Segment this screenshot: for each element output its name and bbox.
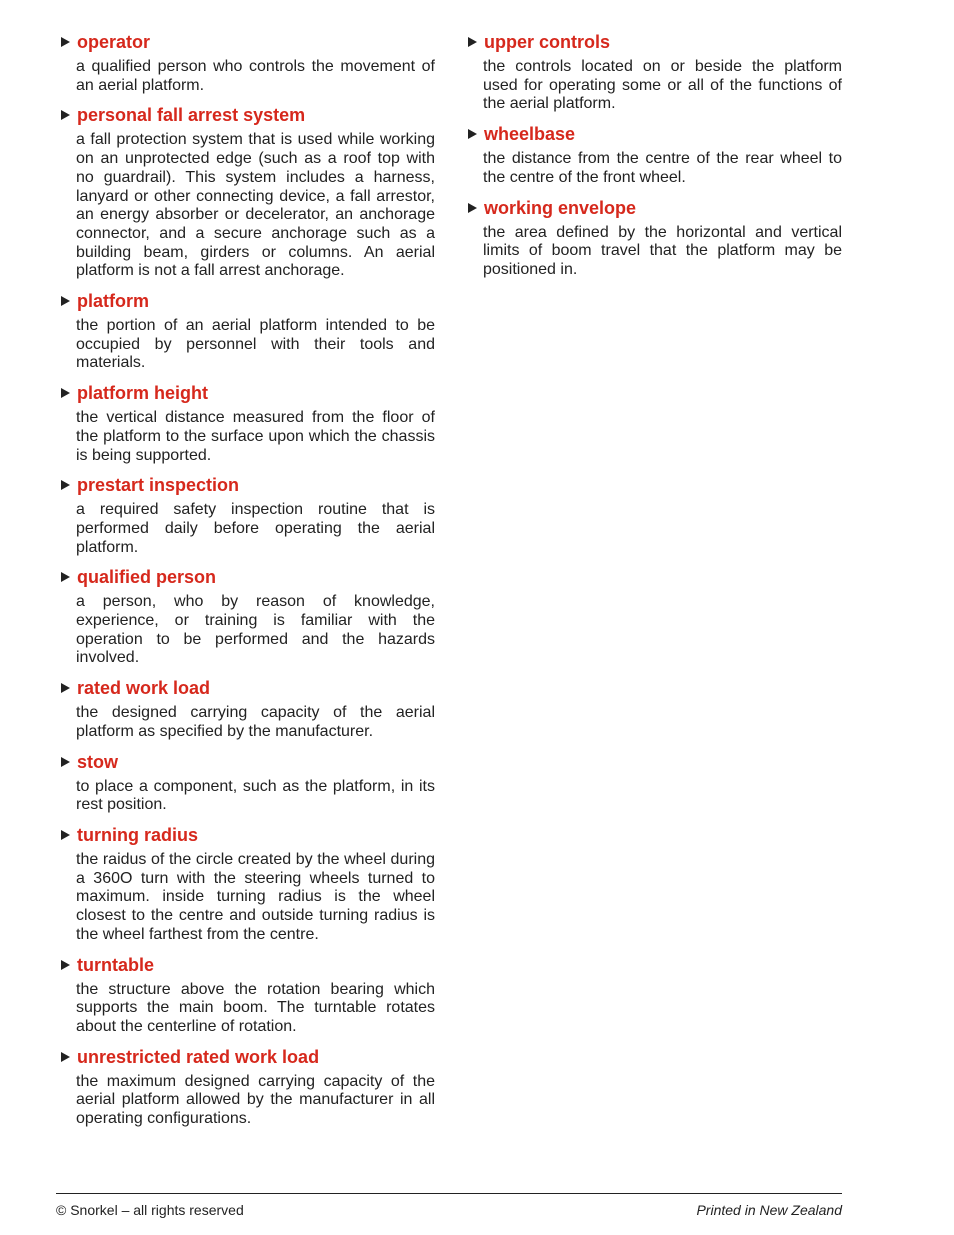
glossary-column-right [465, 30, 842, 288]
glossary-term-row [58, 30, 435, 54]
glossary-entry [58, 30, 435, 95]
glossary-definition: a required safety inspection routine that is performed daily before operating the aerial platform. [76, 501, 435, 556]
triangle-right-icon [468, 129, 477, 139]
footer-divider [56, 1193, 842, 1194]
glossary-term: unrestricted rated work load [77, 1046, 320, 1067]
glossary-term: platform [77, 291, 149, 312]
glossary-term-row [465, 30, 842, 54]
triangle-right-icon [61, 1052, 70, 1062]
glossary-definition: the designed carrying capacity of the aerial platform as specified by the manufacturer. [76, 704, 435, 740]
glossary-term: personal fall arrest system [77, 105, 306, 126]
glossary-entry [58, 473, 435, 557]
glossary-definition: the vertical distance measured from the floor of the platform to the surface upon which the chassis is being supported. [76, 409, 435, 464]
glossary-definition: the area defined by the horizontal and vertical limits of boom travel that the platform may be positioned in. [483, 223, 842, 278]
glossary-term: turntable [77, 954, 155, 975]
triangle-right-icon [61, 296, 70, 306]
triangle-right-icon [61, 572, 70, 582]
glossary-term-row [465, 196, 842, 220]
glossary-definition: a fall protection system that is used while working on an unprotected edge (such as a roof top with no guardrail). This system includes a harness, lanyard or other connecting device, a fall arrestor, an energy absorber or decelerator, an anchorage connector, and a secure anchorage such as a building beam, girders or columns. An aerial platform is not a fall arrest anchorage. [76, 131, 435, 280]
glossary-entry [58, 103, 435, 281]
glossary-definition: the maximum designed carrying capacity of the aerial platform allowed by the manufacturer in all operating configurations. [76, 1072, 435, 1128]
triangle-right-icon [61, 110, 70, 120]
triangle-right-icon [61, 830, 70, 840]
glossary-term-row [58, 565, 435, 589]
footer-printed-location: Printed in New Zealand [696, 1202, 842, 1218]
glossary-entry [58, 823, 435, 945]
triangle-right-icon [61, 960, 70, 970]
triangle-right-icon [61, 388, 70, 398]
glossary-term: prestart inspection [77, 475, 240, 496]
glossary-entry [58, 676, 435, 741]
glossary-entry [465, 196, 842, 280]
triangle-right-icon [61, 37, 70, 47]
glossary-term: rated work load [77, 678, 211, 699]
triangle-right-icon [468, 37, 477, 47]
glossary-term: turning radius [77, 824, 198, 845]
footer-copyright: © Snorkel – all rights reserved [56, 1202, 244, 1218]
glossary-term-row [58, 750, 435, 774]
glossary-definition: the controls located on or beside the platform used for operating some or all of the functions of the aerial platform. [483, 58, 842, 113]
triangle-right-icon [61, 480, 70, 490]
glossary-entry [58, 953, 435, 1037]
glossary-term-row [58, 1045, 435, 1069]
glossary-term-row [58, 953, 435, 977]
glossary-entry [58, 381, 435, 465]
glossary-entry [465, 30, 842, 114]
triangle-right-icon [61, 757, 70, 767]
glossary-term: operator [77, 32, 151, 52]
glossary-definition: the raidus of the circle created by the wheel during a 360O turn with the steering wheels turned to maximum. inside turning radius is the wheel closest to the centre and outside turning radius is the wheel farthest from the centre. [76, 850, 435, 943]
glossary-term-row [58, 823, 435, 847]
glossary-term: stow [77, 751, 119, 772]
glossary-term-row [58, 473, 435, 497]
glossary-term-row [465, 122, 842, 146]
glossary-entry [58, 289, 435, 373]
glossary-column-left [58, 30, 435, 1137]
glossary-entry [58, 1045, 435, 1129]
glossary-definition: to place a component, such as the platform, in its rest position. [76, 777, 435, 814]
glossary-definition: a qualified person who controls the movement of an aerial platform. [76, 58, 435, 94]
glossary-term: wheelbase [484, 124, 576, 145]
glossary-term-row [58, 103, 435, 127]
glossary-definition: a person, who by reason of knowledge, experience, or training is familiar with the operation to be performed and the hazards involved. [76, 593, 435, 667]
triangle-right-icon [468, 203, 477, 213]
glossary-definition: the portion of an aerial platform intended to be occupied by personnel with their tools and materials. [76, 317, 435, 372]
glossary-term: qualified person [77, 567, 217, 588]
glossary-entry [465, 122, 842, 187]
glossary-definition: the distance from the centre of the rear wheel to the centre of the front wheel. [483, 150, 842, 186]
glossary-entry [58, 750, 435, 815]
glossary-term: platform height [77, 383, 208, 404]
glossary-term-row [58, 676, 435, 700]
glossary-term: upper controls [484, 32, 611, 52]
glossary-term: working envelope [484, 197, 637, 218]
glossary-term-row [58, 289, 435, 313]
glossary-entry [58, 565, 435, 668]
glossary-term-row [58, 381, 435, 405]
glossary-definition: the structure above the rotation bearing which supports the main boom. The turntable rotates about the centerline of rotation. [76, 980, 435, 1035]
triangle-right-icon [61, 683, 70, 693]
